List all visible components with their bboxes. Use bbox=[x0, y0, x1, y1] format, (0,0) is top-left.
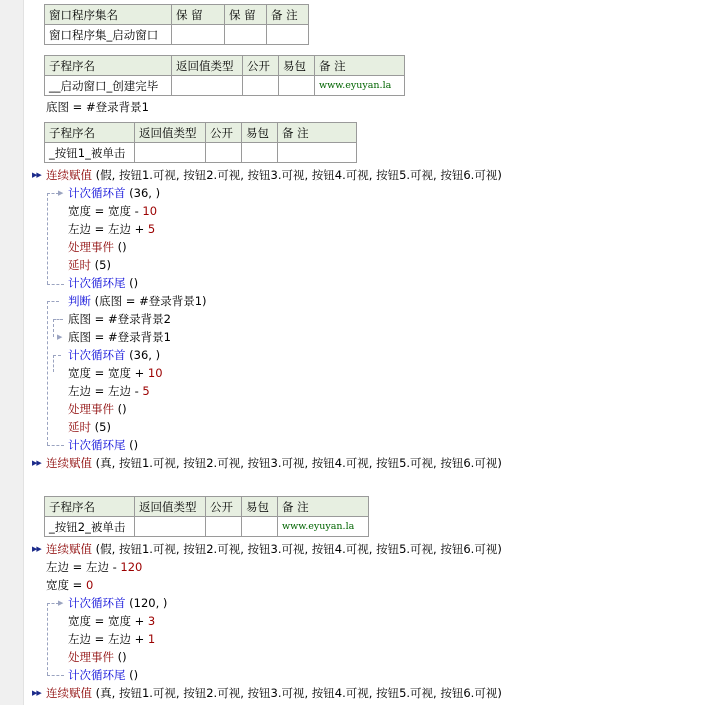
arguments: () bbox=[114, 240, 127, 254]
keyword: 计次循环尾 bbox=[68, 668, 126, 682]
code-line[interactable] bbox=[68, 648, 127, 666]
header-cell: 备 注 bbox=[315, 56, 405, 76]
arguments: () bbox=[114, 650, 127, 664]
table-cell[interactable] bbox=[279, 76, 315, 96]
number-literal: 3 bbox=[147, 614, 156, 628]
remark-cell[interactable]: www.eyuyan.la bbox=[278, 517, 369, 537]
code-line[interactable] bbox=[68, 238, 127, 256]
number-literal: 5 bbox=[147, 222, 156, 236]
header-cell: 返回值类型 bbox=[172, 56, 243, 76]
expression: 宽度 = 宽度 - bbox=[68, 204, 143, 218]
header-cell: 易包 bbox=[242, 123, 278, 143]
arguments: (底图 = #登录背景1) bbox=[91, 294, 207, 308]
statement-marker-icon: ▶▶ bbox=[32, 171, 41, 179]
arguments: (36, ) bbox=[125, 348, 161, 362]
command-name: 处理事件 bbox=[68, 402, 114, 416]
arguments: () bbox=[114, 402, 127, 416]
subroutine-table-button2 bbox=[44, 496, 369, 537]
expression: 左边 = 左边 + bbox=[68, 222, 148, 236]
branch-arrow-icon: ▶ bbox=[57, 333, 63, 341]
number-literal: 5 bbox=[142, 384, 150, 398]
code-line[interactable] bbox=[46, 166, 502, 184]
statement-marker-icon: ▶▶ bbox=[32, 689, 41, 697]
code-line[interactable] bbox=[68, 310, 171, 328]
statement-marker-icon: ▶▶ bbox=[32, 545, 41, 553]
number-literal: 10 bbox=[147, 366, 163, 380]
code-line[interactable] bbox=[68, 594, 167, 612]
code-line[interactable] bbox=[68, 364, 163, 382]
header-cell: 公开 bbox=[206, 123, 242, 143]
branch-guide-line bbox=[47, 445, 64, 446]
keyword: 计次循环尾 bbox=[68, 438, 126, 452]
arguments: (假, 按钮1.可视, 按钮2.可视, 按钮3.可视, 按钮4.可视, 按钮5.可视, 按钮6.可视) bbox=[92, 542, 502, 556]
table-cell[interactable] bbox=[206, 517, 242, 537]
code-line[interactable] bbox=[46, 684, 502, 702]
header-cell: 易包 bbox=[279, 56, 315, 76]
code-line[interactable] bbox=[68, 630, 155, 648]
header-cell: 子程序名 bbox=[45, 497, 135, 517]
command-name: 连续赋值 bbox=[46, 542, 92, 556]
keyword: 计次循环尾 bbox=[68, 276, 126, 290]
loop-guide-line bbox=[47, 284, 64, 285]
table-cell[interactable] bbox=[135, 143, 206, 163]
arguments: () bbox=[125, 438, 139, 452]
command-name: 连续赋值 bbox=[46, 168, 92, 182]
header-cell: 公开 bbox=[206, 497, 242, 517]
code-line[interactable] bbox=[68, 202, 157, 220]
table-cell[interactable] bbox=[135, 517, 206, 537]
arguments: () bbox=[125, 276, 139, 290]
arguments: (真, 按钮1.可视, 按钮2.可视, 按钮3.可视, 按钮4.可视, 按钮5.可视, 按钮6.可视) bbox=[92, 456, 502, 470]
code-line[interactable] bbox=[68, 256, 111, 274]
code-line[interactable] bbox=[46, 540, 502, 558]
loop-guide-line bbox=[47, 193, 48, 284]
header-cell: 返回值类型 bbox=[135, 497, 206, 517]
code-line[interactable] bbox=[68, 400, 127, 418]
table-cell[interactable] bbox=[225, 25, 267, 45]
branch-guide-line bbox=[53, 319, 63, 320]
header-cell: 子程序名 bbox=[45, 123, 135, 143]
table-cell[interactable] bbox=[172, 25, 225, 45]
code-line[interactable] bbox=[68, 666, 138, 684]
expression: 宽度 = 宽度 + bbox=[68, 614, 148, 628]
table-cell[interactable] bbox=[267, 25, 309, 45]
subroutine-name-cell[interactable]: _按钮1_被单击 bbox=[45, 143, 135, 163]
arguments: (假, 按钮1.可视, 按钮2.可视, 按钮3.可视, 按钮4.可视, 按钮5.可视, 按钮6.可视) bbox=[92, 168, 502, 182]
loop-arrow-icon: ▶ bbox=[58, 189, 64, 197]
branch-guide-line bbox=[47, 301, 59, 302]
command-name: 处理事件 bbox=[68, 650, 114, 664]
keyword: 计次循环首 bbox=[68, 348, 126, 362]
expression: 底图 = #登录背景2 bbox=[68, 312, 171, 326]
arguments: (120, ) bbox=[125, 596, 168, 610]
code-line[interactable]: 底图 = #登录背景1 bbox=[46, 100, 149, 114]
header-cell: 保 留 bbox=[225, 5, 267, 25]
code-line[interactable] bbox=[68, 220, 155, 238]
code-line[interactable] bbox=[68, 346, 160, 364]
arguments: (5) bbox=[91, 420, 111, 434]
subroutine-name-cell[interactable]: __启动窗口_创建完毕 bbox=[45, 76, 172, 96]
header-cell: 备 注 bbox=[278, 497, 369, 517]
header-cell: 公开 bbox=[243, 56, 279, 76]
arguments: () bbox=[125, 668, 139, 682]
branch-guide-line bbox=[53, 319, 54, 337]
branch-guide-line bbox=[47, 301, 48, 445]
loop-guide-line bbox=[47, 675, 64, 676]
arguments: (真, 按钮1.可视, 按钮2.可视, 按钮3.可视, 按钮4.可视, 按钮5.可视, 按钮6.可视) bbox=[92, 686, 502, 700]
line-gutter bbox=[0, 0, 24, 705]
code-line[interactable] bbox=[46, 558, 142, 576]
code-line[interactable] bbox=[68, 418, 111, 436]
expression: 左边 = 左边 - bbox=[68, 384, 143, 398]
command-name: 连续赋值 bbox=[46, 686, 92, 700]
number-literal: 120 bbox=[120, 560, 143, 574]
table-cell[interactable] bbox=[242, 143, 278, 163]
table-cell[interactable] bbox=[242, 517, 278, 537]
statement-marker-icon: ▶▶ bbox=[32, 459, 41, 467]
keyword: 计次循环首 bbox=[68, 596, 126, 610]
command-name: 连续赋值 bbox=[46, 456, 92, 470]
header-cell: 易包 bbox=[242, 497, 278, 517]
code-line[interactable] bbox=[68, 292, 207, 310]
expression: 底图 = #登录背景1 bbox=[68, 330, 171, 344]
table-cell[interactable] bbox=[172, 76, 243, 96]
loop-guide-line bbox=[47, 603, 48, 675]
subroutine-table-button1 bbox=[44, 122, 357, 163]
assembly-name-cell[interactable]: 窗口程序集_启动窗口 bbox=[45, 25, 172, 45]
header-cell: 保 留 bbox=[172, 5, 225, 25]
keyword: 判断 bbox=[68, 294, 91, 308]
code-line[interactable] bbox=[46, 454, 502, 472]
expression: 左边 = 左边 - bbox=[46, 560, 121, 574]
loop-guide-line bbox=[53, 355, 61, 356]
window-assembly-table bbox=[44, 4, 309, 45]
code-line[interactable] bbox=[68, 184, 160, 202]
header-cell: 返回值类型 bbox=[135, 123, 206, 143]
header-cell: 窗口程序集名 bbox=[45, 5, 172, 25]
table-cell[interactable] bbox=[278, 143, 357, 163]
command-name: 处理事件 bbox=[68, 240, 114, 254]
code-line[interactable] bbox=[68, 274, 138, 292]
loop-arrow-icon: ▶ bbox=[58, 599, 64, 607]
header-cell: 备 注 bbox=[267, 5, 309, 25]
code-line[interactable] bbox=[46, 576, 93, 594]
header-cell: 备 注 bbox=[278, 123, 357, 143]
subroutine-name-cell[interactable]: _按钮2_被单击 bbox=[45, 517, 135, 537]
number-literal: 0 bbox=[85, 578, 94, 592]
remark-cell[interactable]: www.eyuyan.la bbox=[315, 76, 405, 96]
expression: 宽度 = bbox=[46, 578, 86, 592]
code-line[interactable] bbox=[68, 612, 155, 630]
arguments: (5) bbox=[91, 258, 111, 272]
expression: 宽度 = 宽度 + bbox=[68, 366, 148, 380]
table-cell[interactable] bbox=[243, 76, 279, 96]
code-line[interactable] bbox=[68, 328, 171, 346]
header-cell: 子程序名 bbox=[45, 56, 172, 76]
command-name: 延时 bbox=[68, 258, 91, 272]
code-line[interactable] bbox=[68, 382, 150, 400]
arguments: (36, ) bbox=[125, 186, 161, 200]
table-cell[interactable] bbox=[206, 143, 242, 163]
expression: 左边 = 左边 + bbox=[68, 632, 148, 646]
command-name: 延时 bbox=[68, 420, 91, 434]
number-literal: 10 bbox=[142, 204, 158, 218]
subroutine-table-startup bbox=[44, 55, 405, 96]
number-literal: 1 bbox=[147, 632, 156, 646]
keyword: 计次循环首 bbox=[68, 186, 126, 200]
code-line[interactable] bbox=[68, 436, 138, 454]
loop-guide-line bbox=[53, 355, 54, 372]
